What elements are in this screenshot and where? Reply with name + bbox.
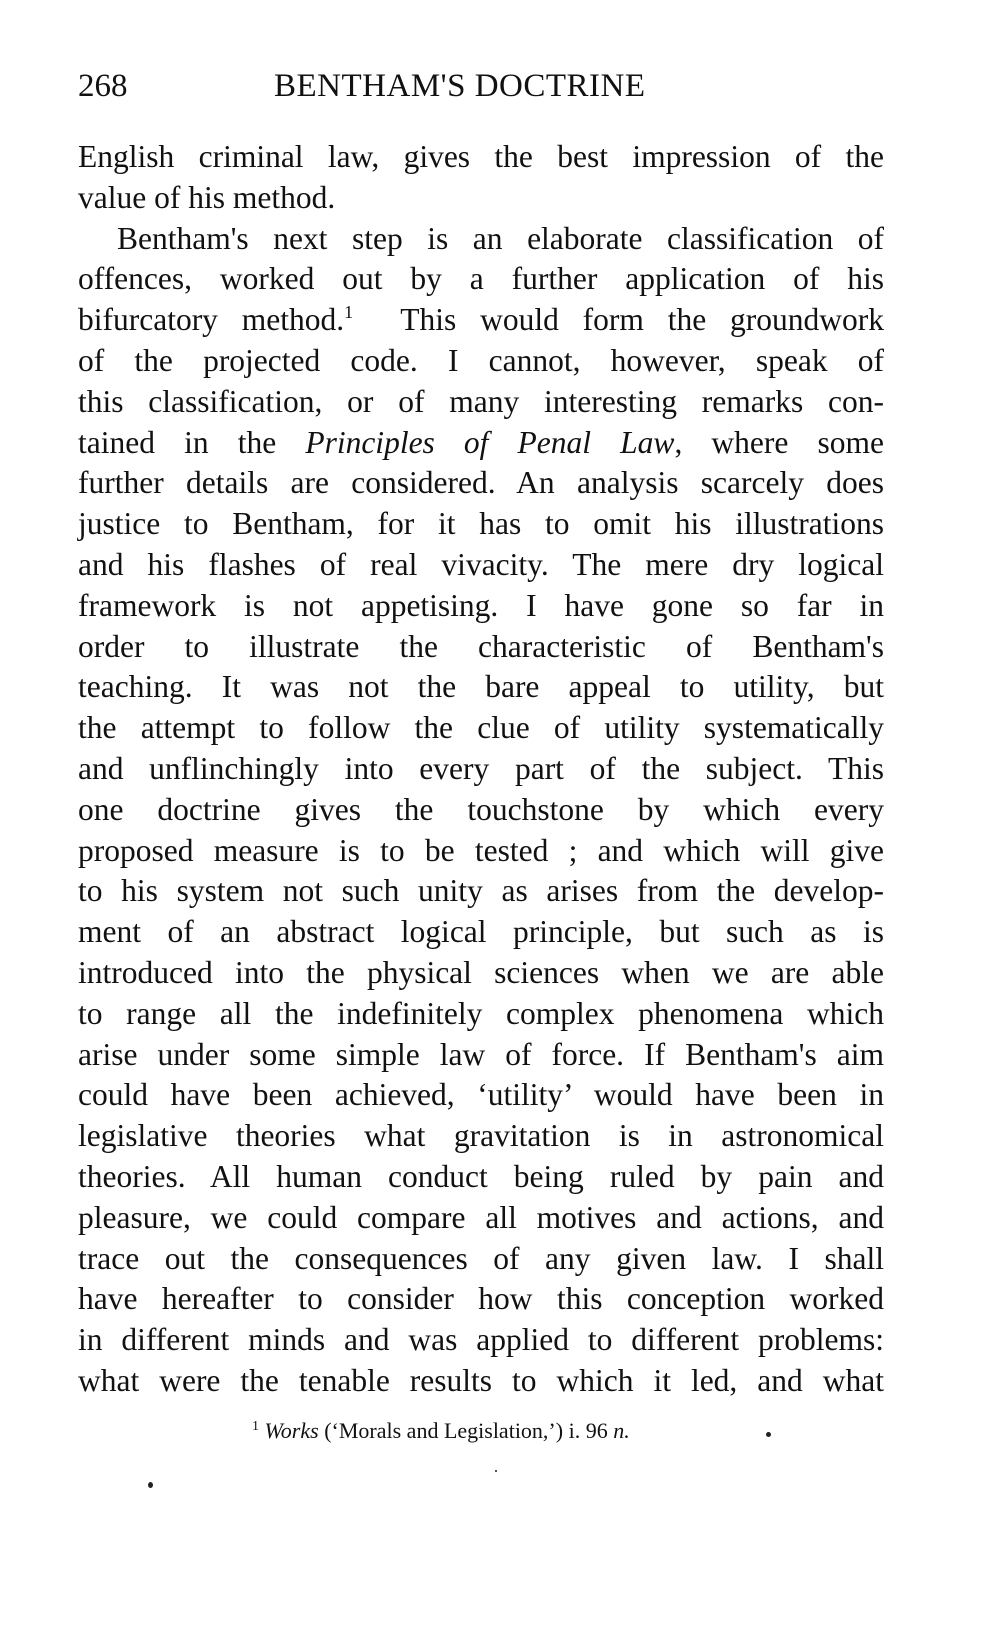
text-line: value of his method.	[78, 179, 336, 215]
text-line: could have been achieved, ‘utility’ would have been in	[78, 1077, 884, 1113]
text-line: to range all the indefinitely complex phenomena which	[78, 995, 884, 1031]
italic-title: Principles of Penal Law	[305, 424, 675, 460]
text-segment: bifurcatory method.	[78, 302, 345, 338]
text-line: arise under some simple law of force. If Bentham's aim	[78, 1036, 884, 1072]
text-segment: This would form the groundwork	[353, 302, 885, 338]
body-text	[78, 137, 884, 1402]
text-line: legislative theories what gravitation is in astronomical	[78, 1118, 884, 1154]
scan-speck	[495, 1470, 497, 1472]
text-line: have hereafter to consider how this conception worked	[78, 1281, 884, 1317]
text-line: and his flashes of real vivacity. The mere dry logical	[78, 546, 884, 582]
text-segment: tained in the	[78, 424, 306, 460]
text-line: pleasure, we could compare all motives and actions, and	[78, 1199, 884, 1235]
footnote	[252, 1418, 630, 1444]
text-line: of the projected code. I cannot, however, speak of	[78, 342, 884, 378]
text-line: to his system not such unity as arises from the develop-	[78, 873, 884, 909]
running-header	[78, 68, 884, 112]
text-line	[78, 300, 884, 341]
page-number: 268	[78, 68, 128, 104]
text-line: one doctrine gives the touchstone by which every	[78, 791, 884, 827]
text-line: order to illustrate the characteristic of Bentham's	[78, 628, 884, 664]
scan-speck	[766, 1432, 771, 1437]
text-segment: , where some	[674, 424, 885, 460]
text-line: in different minds and was applied to different problems:	[78, 1322, 884, 1358]
text-line: framework is not appetising. I have gone so far in	[78, 587, 884, 623]
text-line: trace out the consequences of any given law. I shall	[78, 1240, 884, 1276]
text-line: proposed measure is to be tested ; and which will give	[78, 832, 884, 868]
text-line: this classification, or of many interesting remarks con-	[78, 383, 884, 419]
footnote-text: (‘Morals and Legislation,’) i. 96	[318, 1418, 614, 1443]
text-line: the attempt to follow the clue of utility systematically	[78, 710, 884, 746]
footnote-ref: 1	[344, 302, 354, 323]
text-line: introduced into the physical sciences when we are able	[78, 954, 884, 990]
footnote-title: Works	[264, 1418, 319, 1443]
text-line: Bentham's next step is an elaborate classification of	[117, 220, 884, 256]
text-line	[78, 423, 884, 464]
text-line: theories. All human conduct being ruled by pain and	[78, 1158, 884, 1194]
text-line: what were the tenable results to which it led, and what	[78, 1362, 884, 1398]
footnote-marker: 1	[252, 1419, 259, 1434]
running-title: BENTHAM'S DOCTRINE	[274, 68, 646, 104]
footnote-note: n.	[613, 1418, 630, 1443]
text-line: and unflinchingly into every part of the subject. This	[78, 750, 884, 786]
scan-speck	[148, 1482, 153, 1488]
text-line: English criminal law, gives the best impression of the	[78, 139, 884, 174]
text-line: justice to Bentham, for it has to omit his illustrations	[78, 506, 884, 542]
text-line: ment of an abstract logical principle, but such as is	[78, 914, 884, 950]
text-line: further details are considered. An analysis scarcely does	[78, 465, 884, 501]
text-line: teaching. It was not the bare appeal to utility, but	[78, 669, 884, 705]
text-line: offences, worked out by a further application of his	[78, 261, 884, 297]
